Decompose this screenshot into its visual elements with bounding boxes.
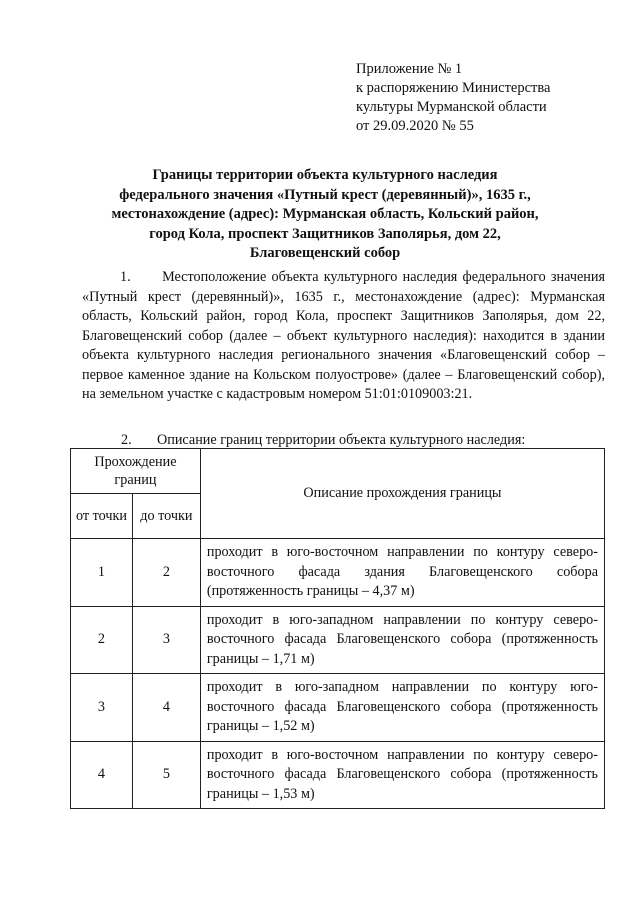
section-1-text: Местоположение объекта культурного наследия федерального значения «Путный крест (деревянный)», 1635 г., местонахождение (адрес): Мурманская область, Кольский район, город Кола, проспект Защитников Заполярья, дом 22, Благовещенский собор (далее – объект культурного наследия): находится в здании объекта культурного наследия регионального значения «Благовещенский собор – первое каменное здание на Кольском полуострове» (далее – Благовещенский собор), на земельном участке с кадастровым номером 51:01:0109003:21. [82,269,605,402]
cell-from: 2 [71,606,133,674]
cell-from: 1 [71,539,133,607]
header-boundary-passage: Прохождение границ [71,449,201,494]
title-line: федерального значения «Путный крест (деревянный)», 1635 г., [119,186,531,203]
cell-to: 4 [132,674,200,742]
table-row [71,741,605,809]
header-from-point: от точки [71,494,133,539]
cell-from: 3 [71,674,133,742]
appendix-date-line: от 29.09.2020 № 55 [356,118,474,134]
cell-description: проходит в юго-западном направлении по контуру северо-восточного фасада Благовещенского собора (протяженность границы – 1,71 м) [200,606,604,674]
cell-from: 4 [71,741,133,809]
appendix-line: к распоряжению Министерства [356,80,551,96]
section-2-number: 2. [121,432,132,448]
document-title [95,166,555,264]
cell-to: 5 [132,741,200,809]
cell-to: 2 [132,539,200,607]
cell-description: проходит в юго-восточном направлении по контуру северо-восточного фасада здания Благовещенского собора (протяженность границы – 4,37 м) [200,539,604,607]
title-line: местонахождение (адрес): Мурманская область, Кольский район, [111,206,539,222]
title-line: Благовещенский собор [249,245,401,261]
section-1-number: 1. [120,269,131,285]
cell-description: проходит в юго-западном направлении по контуру юго-восточного фасада Благовещенского собора (протяженность границы – 1,52 м) [200,674,604,742]
header-description: Описание прохождения границы [200,449,604,539]
header-to-point: до точки [132,494,200,539]
table-row [71,606,605,674]
cell-description: проходит в юго-восточном направлении по контуру северо-восточного фасада Благовещенского собора (протяженность границы – 1,53 м) [200,741,604,809]
section-2-heading [121,432,525,449]
title-line: Границы территории объекта культурного наследия [152,167,498,183]
title-line: город Кола, проспект Защитников Заполярья, дом 22, [149,225,501,242]
section-1-paragraph [82,268,605,405]
appendix-line: Приложение № 1 [356,61,463,77]
cell-to: 3 [132,606,200,674]
appendix-header [356,60,616,136]
appendix-line: культуры Мурманской области [356,99,547,115]
table-row [71,539,605,607]
boundary-table [70,448,605,809]
table-row [71,674,605,742]
section-2-text: Описание границ территории объекта культурного наследия: [157,432,526,448]
